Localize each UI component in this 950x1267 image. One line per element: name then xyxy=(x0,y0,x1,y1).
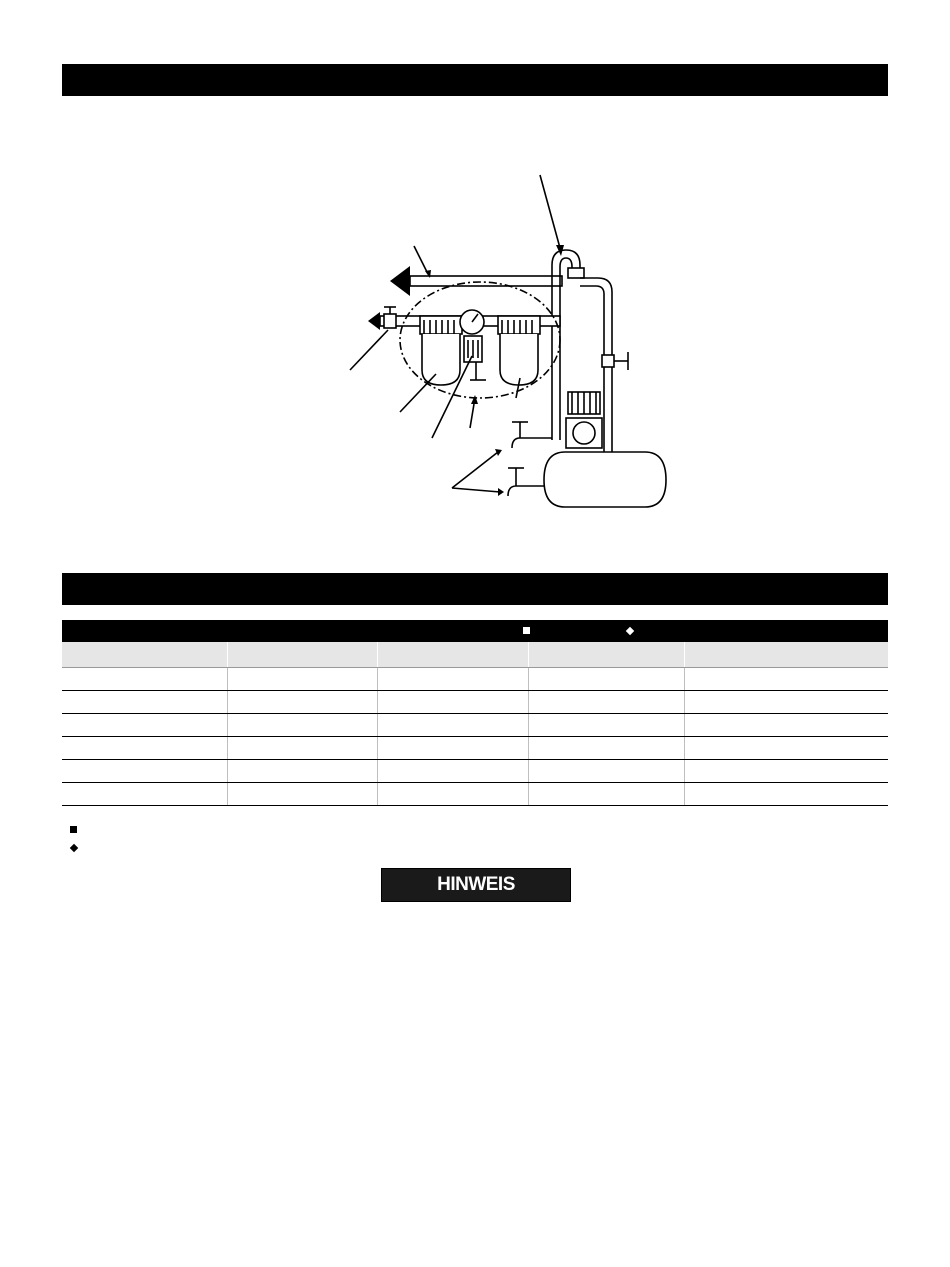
square-bullet-icon xyxy=(70,826,77,833)
outflow-arrow-main xyxy=(390,266,410,296)
air-tank xyxy=(544,452,666,507)
drain-valve-lower xyxy=(508,486,544,496)
callout-leader-filter xyxy=(400,374,436,412)
square-symbol-icon xyxy=(523,627,530,634)
diamond-symbol-icon xyxy=(626,627,634,635)
table-subheader-row xyxy=(62,642,888,668)
filter-bowl-right xyxy=(500,334,538,385)
callout-leader-valve xyxy=(350,330,388,370)
air-line-installation-diagram xyxy=(340,170,680,515)
legend-square-note xyxy=(70,823,77,835)
filter-bowl-left xyxy=(422,334,460,385)
table-row xyxy=(62,760,888,783)
drain-valve-upper xyxy=(512,438,552,448)
callout-leader-unit xyxy=(470,404,474,428)
outflow-arrow-branch xyxy=(368,312,380,330)
table-row xyxy=(62,783,888,806)
table-row xyxy=(62,668,888,691)
callout-leader-pipe xyxy=(414,246,428,274)
table-row xyxy=(62,737,888,760)
callout-leader-top xyxy=(540,175,560,248)
notice-label: HINWEIS xyxy=(381,868,571,902)
section-header-bar-2 xyxy=(62,573,888,605)
spec-table xyxy=(62,620,888,806)
table-row xyxy=(62,714,888,737)
main-pipe xyxy=(410,276,562,286)
table-row xyxy=(62,691,888,714)
legend-diamond-note xyxy=(70,841,77,853)
callout-leader-drains xyxy=(452,452,498,488)
table-header-row xyxy=(62,620,888,642)
section-header-bar-1 xyxy=(62,64,888,96)
diamond-bullet-icon xyxy=(70,844,78,852)
